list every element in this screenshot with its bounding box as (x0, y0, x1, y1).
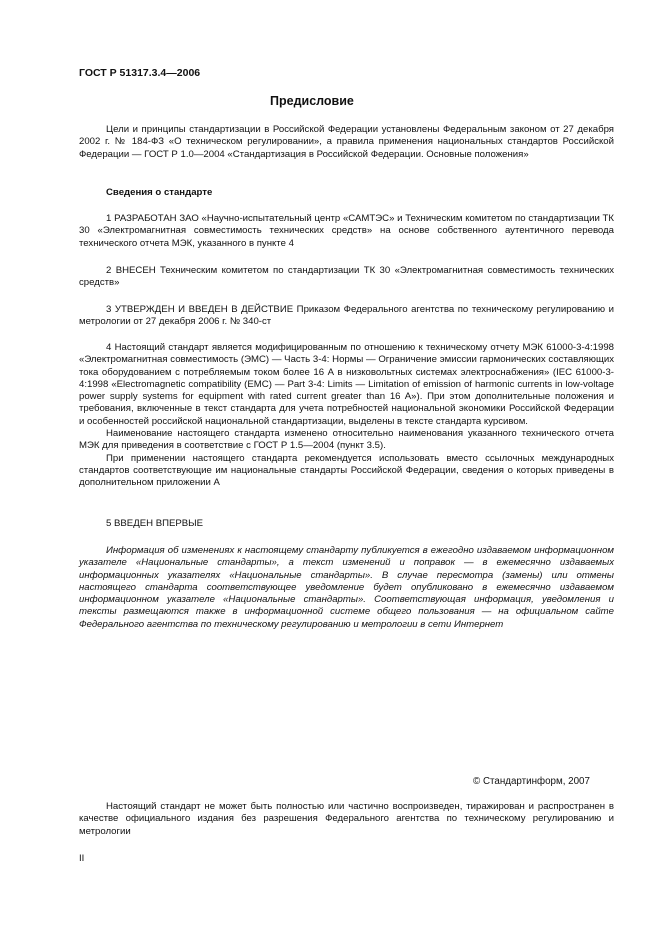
changes-notice (79, 545, 614, 631)
item-4-paragraph-1: 4 Настоящий стандарт является модифицированным по отношению к техническому отчету МЭК 61000-3-4:1998 «Электромагнитная совместимость (ЭМС) — Часть 3-4: Нормы — Ограничение эмиссии гармонических составляющих тока оборудованием с потребляемым током более 16 А в низковольтных системах электроснабжения» (IEC 61000-3-4:1998 «Electromagnetic compatibility (EMC) — Part 3-4: Limits — Limitation of emission of harmonic currents in low-voltage power supply systems for equipment with rated current greater than 16 A»). При этом дополнительные положения и требования, включенные в текст стандарта для учета потребностей национальной экономики Российской Федерации и особенностей российской национальной стандартизации, выделены в тексте стандарта курсивом. (79, 342, 614, 427)
changes-notice-text: Информация об изменениях к настоящему стандарту публикуется в ежегодно издаваемом информационном указателе «Национальные стандарты», а текст изменений и поправок — в ежемесячно издаваемых информационных указателях «Национальные стандарты». В случае пересмотра (замены) или отмены настоящего стандарта соответствующее уведомление будет опубликовано в ежемесячно издаваемом информационном указателе «Национальные стандарты». Соответствующая информация, уведомления и тексты размещаются также в информационной системе общего пользования — на официальном сайте Федерального агентства по техническому регулированию и метрологии в сети Интернет (79, 545, 614, 630)
item-3-text: 3 УТВЕРЖДЕН И ВВЕДЕН В ДЕЙСТВИЕ Приказом Федерального агентства по техническому регулированию и метрологии от 27 декабря 2006 г. № 340-ст (79, 304, 614, 328)
item-5 (79, 518, 614, 530)
page-title-text: Предисловие (270, 94, 354, 108)
intro-text: Цели и принципы стандартизации в Российской Федерации установлены Федеральным законом от 27 декабря 2002 г. № 184-ФЗ «О техническом регулировании», а правила применения национальных стандартов Российской Федерации — ГОСТ Р 1.0—2004 «Стандартизация в Российской Федерации. Основные положения» (79, 124, 614, 160)
item-2 (79, 265, 614, 290)
reproduction-notice-text: Настоящий стандарт не может быть полностью или частично воспроизведен, тиражирован и распространен в качестве официального издания без разрешения Федерального агентства по техническому регулированию и метрологии (79, 801, 614, 837)
page-title (0, 94, 661, 108)
intro-paragraph (79, 124, 614, 161)
page-number: II (79, 853, 85, 864)
info-heading-text: Сведения о стандарте (106, 187, 213, 198)
item-1 (79, 213, 614, 250)
item-4-paragraph-3: При применении настоящего стандарта рекомендуется использовать вместо ссылочных международных стандартов соответствующие им национальные стандарты Российской Федерации, сведения о которых приведены в дополнительном приложении А (79, 452, 614, 489)
item-4 (79, 342, 614, 490)
item-2-text: 2 ВНЕСЕН Техническим комитетом по стандартизации ТК 30 «Электромагнитная совместимость технических средств» (79, 265, 614, 289)
item-4-paragraph-2: Наименование настоящего стандарта изменено относительно наименования указанного технического отчета МЭК для приведения в соответствие с ГОСТ Р 1.5—2004 (пункт 3.5). (79, 428, 614, 452)
item-1-text: 1 РАЗРАБОТАН ЗАО «Научно-испытательный центр «САМТЭС» и Техническим комитетом по стандартизации ТК 30 «Электромагнитная совместимость технических средств» на основе собственного аутентичного перевода технического отчета МЭК, указанного в пункте 4 (79, 213, 614, 249)
copyright-notice: © Стандартинформ, 2007 (473, 776, 590, 787)
item-5-text: 5 ВВЕДЕН ВПЕРВЫЕ (106, 518, 204, 529)
info-heading (79, 187, 614, 199)
item-3 (79, 304, 614, 329)
reproduction-notice (79, 801, 614, 838)
standard-designation: ГОСТ Р 51317.3.4—2006 (79, 67, 201, 79)
